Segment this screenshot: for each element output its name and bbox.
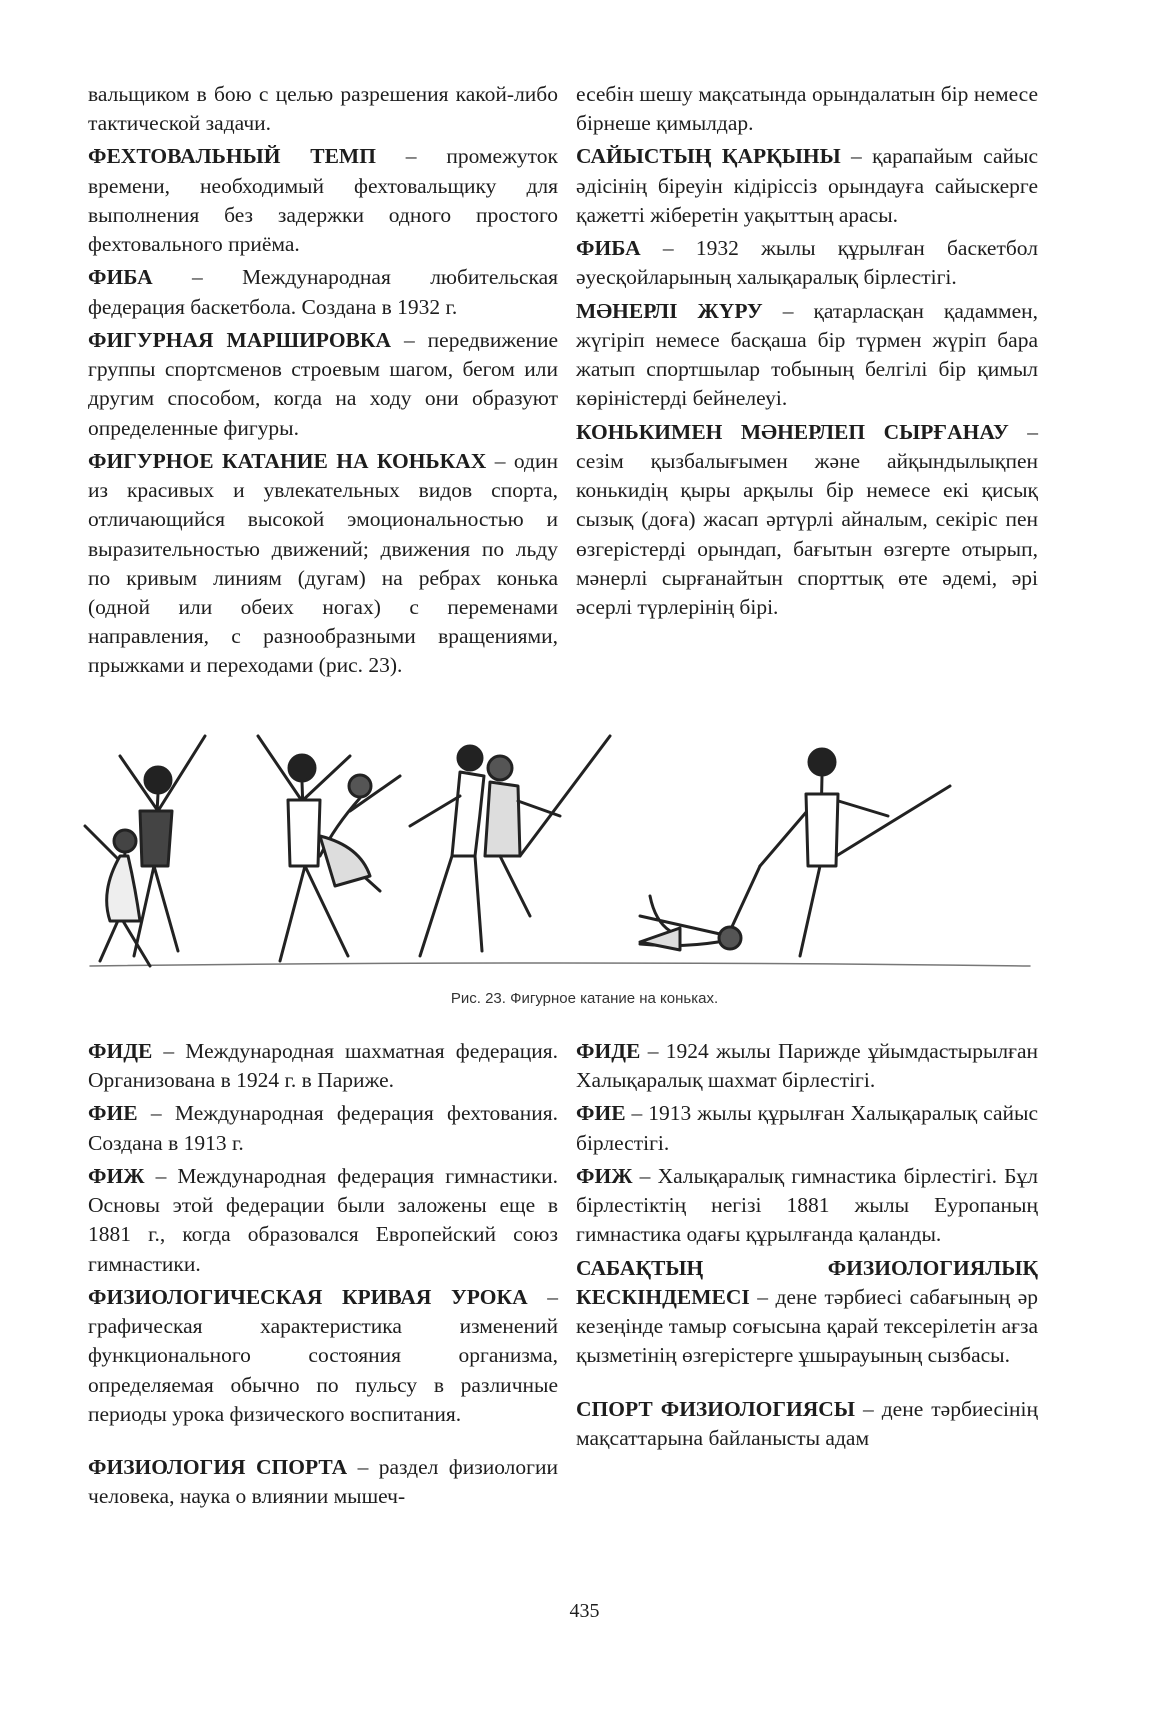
skating-pair-1: [85, 736, 205, 966]
entry-term: ФИГУРНАЯ МАРШИРОВКА: [88, 327, 391, 352]
entry-term: ФИБА: [576, 236, 641, 261]
entry-definition: – қатарласқан қадаммен, жүгіріп немесе басқаша бір түрмен жүріп бара жатып спортшылар тобының белгілі бір қимыл көріністерді бейнелеуі.: [576, 298, 1039, 411]
entry-term: КОНЬКИМЕН МӘНЕРЛЕП СЫРҒАНАУ: [576, 419, 1009, 444]
entry-definition: – сезім қызбалығымен және айқындылықпен конькидің қыры арқылы бір немесе екі қисық сызық (доға) жасап әртүрлі айналым, секіріс пен өзгерістерді орындап, бағытын өзгерте отырып, мәнерлі сырғанайтын спорттық өте әдемі, әрі әсерлі түрлерінің бірі.: [576, 419, 1039, 619]
entry-term: ФИЖ: [88, 1163, 145, 1188]
column-bottom-left: [88, 1037, 558, 1516]
entry-term: ФИБА: [88, 265, 153, 290]
entry: [576, 1254, 1038, 1371]
page-number: 435: [569, 1600, 600, 1622]
entry-term: ФИЕ: [576, 1101, 626, 1126]
entry: [88, 1283, 558, 1429]
continued-text: вальщиком в бою с целью разрешения какой-либо тактической задачи.: [88, 82, 558, 136]
entry-term: ФИЖ: [576, 1163, 633, 1188]
entry-term: САБАҚТЫҢ ФИЗИОЛОГИЯЛЫҚ КЕСКІНДЕМЕСІ: [576, 1255, 1038, 1309]
entry-term: САЙЫСТЫҢ ҚАРҚЫНЫ: [576, 144, 841, 169]
entry-definition: – Международная любительская федерация баскетбола. Создана в 1932 г.: [88, 265, 558, 319]
entry-term: ФЕХТОВАЛЬНЫЙ ТЕМП: [88, 144, 376, 169]
entry-definition: – дене тәрбиесі сабағының әр кезеңінде тамыр соғысына қарай тексерілетін ағза қызметінің өзгерістерге ұшырауының сызбасы.: [576, 1284, 1038, 1368]
entry-definition: – Международная федерация гимнастики. Основы этой федерации были заложены еще в 1881 г., когда образовался Европейский союз гимнастики.: [88, 1163, 558, 1276]
entry: [576, 297, 1038, 414]
entry-definition: – графическая характеристика изменений функционального состояния организма, определяемая обычно по пульсу в различные периоды урока физического воспитания.: [88, 1284, 558, 1426]
continued-text: есебін шешу мақсатында орындалатын бір немесе бірнеше қимылдар.: [576, 82, 1038, 136]
entry: [576, 142, 1038, 230]
entry-definition: – 1932 жылы құрылған баскетбол әуесқойларының халықаралық бірлестігі.: [576, 236, 1038, 290]
column-top-left: [88, 80, 558, 685]
skaters-drawing: [80, 716, 1040, 976]
entry: [576, 418, 1038, 623]
entry: [576, 1395, 1038, 1453]
entry: [88, 1453, 558, 1511]
skating-pair-4: [640, 749, 950, 956]
entry: [576, 1099, 1038, 1157]
entry: [88, 1099, 558, 1157]
entry-definition: – один из красивых и увлекательных видов спорта, отличающийся высокой эмоциональностью и выразительностью движений; движения по льду по кривым линиям (дугам) на ребрах конька (одной или обеих ногах) с переменами направления, с разнообразными вращениями, прыжками и переходами (рис. 23).: [88, 448, 558, 678]
entry-term: ФИЕ: [88, 1101, 138, 1126]
entry-term: ФИЗИОЛОГИЧЕСКАЯ КРИВАЯ УРОКА: [88, 1284, 528, 1309]
entry: [88, 326, 558, 443]
entry-term: СПОРТ ФИЗИОЛОГИЯСЫ: [576, 1396, 855, 1421]
entry-term: ФИДЕ: [576, 1039, 641, 1063]
entry: [576, 1037, 1038, 1095]
entry-term: МӘНЕРЛІ ЖҮРУ: [576, 298, 763, 323]
entry: [88, 447, 558, 681]
entry-definition: – раздел физиологии человека, наука о влиянии мышеч-: [88, 1455, 558, 1509]
entry-term: ФИЗИОЛОГИЯ СПОРТА: [88, 1455, 348, 1480]
entry-definition: – промежуток времени, необходимый фехтовальщику для выполнения без задержки одного простого фехтовального приёма.: [88, 144, 558, 257]
entry-definition: – қарапайым сайыс әдісінің біреуін кідіріссіз орындауға сайыскерге қажетті жіберетін уақыттың арасы.: [576, 144, 1038, 227]
entry-definition: – 1924 жылы Парижде ұйымдастырылған Халықаралық шахмат бірлестігі.: [576, 1039, 1038, 1093]
skating-pair-3: [410, 736, 610, 956]
entry: [88, 263, 558, 321]
skating-pair-2: [258, 736, 400, 961]
column-bottom-right: [576, 1037, 1038, 1457]
entry-definition: – дене тәрбиесінің мақсаттарына байланысты адам: [576, 1396, 1038, 1450]
entry-term: ФИДЕ: [88, 1039, 153, 1063]
entry: [576, 234, 1038, 292]
entry-definition: – Халықаралық гимнастика бірлестігі. Бұл бірлестіктің негізі 1881 жылы Еуропаның гимнастика одағы құрылғанда қаланды.: [576, 1163, 1038, 1247]
entry: [88, 142, 558, 259]
figure-caption: Рис. 23. Фигурное катание на коньках.: [450, 990, 719, 1007]
entry-definition: – Международная федерация фехтования. Создана в 1913 г.: [88, 1101, 558, 1155]
entry: [576, 1162, 1038, 1250]
entry-term: ФИГУРНОЕ КАТАНИЕ НА КОНЬКАХ: [88, 448, 487, 473]
entry-definition: – Международная шахматная федерация. Организована в 1924 г. в Париже.: [88, 1039, 558, 1093]
entry-definition: – передвижение группы спортсменов строевым шагом, бегом или другим способом, когда на ходу они образуют определенные фигуры.: [88, 327, 558, 440]
figure-skating-illustration: [80, 716, 1040, 976]
entry: [88, 1162, 558, 1279]
column-top-right: [576, 80, 1038, 626]
entry-definition: – 1913 жылы құрылған Халықаралық сайыс бірлестігі.: [576, 1101, 1038, 1155]
entry: [88, 1037, 558, 1095]
